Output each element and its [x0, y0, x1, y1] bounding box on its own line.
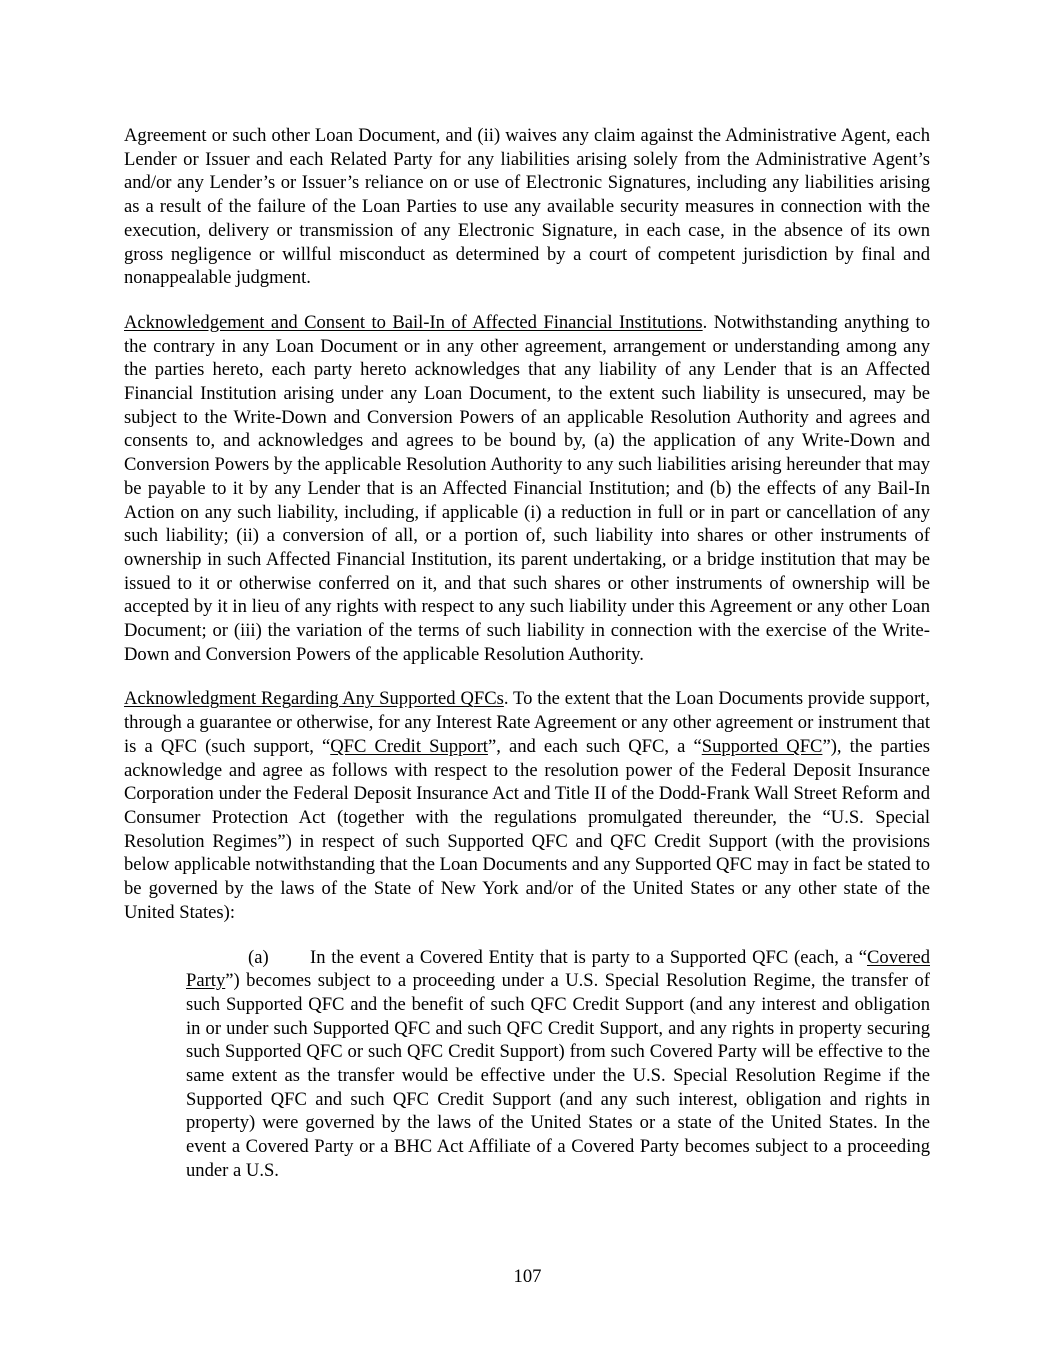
heading-punctuation: . [503, 688, 514, 710]
paragraph-electronic-signatures [124, 124, 930, 290]
paragraph-bail-in [124, 311, 930, 667]
paragraph-text: Agreement or such other Loan Document, and (ii) waives any claim against the Administrative Agent, each Lender or Issuer and each Related Party for any liabilities arising solely from the Administrative Agent’s and/or any Lender’s or Issuer’s reliance on or use of Electronic Signatures, including any liabilities arising as a result of the failure of the Loan Parties to use any available security measures in connection with the execution, delivery or transmission of any Electronic Signature, in each case, in the absence of its own gross negligence or willful misconduct as determined by a court of competent jurisdiction by final and nonappealable judgment. [124, 125, 930, 289]
paragraph-text: ”, and each such QFC, a “ [487, 735, 702, 757]
section-heading-bail-in: Acknowledgement and Consent to Bail-In of Affected Financial Institutions [124, 311, 703, 333]
heading-punctuation: . [702, 311, 714, 333]
defined-term-covered-party: Covered Party [186, 946, 930, 992]
paragraph-text: Notwithstanding anything to the contrary in any Loan Document or in any other agreement, arrangement or understanding among any the parties hereto, each party hereto acknowledges that any liability of any Lender that is an Affected Financial Institution arising under any Loan Document, to the extent such liability is unsecured, may be subject to the Write-Down and Conversion Powers of an applicable Resolution Authority and agrees and consents to, and acknowledges and agrees to be bound by, (a) the application of any Write-Down and Conversion Powers by the applicable Resolution Authority to any such liabilities arising hereunder that may be payable to it by any Lender that is an Affected Financial Institution; and (b) the effects of any Bail-In Action on any such liability, including, if applicable (i) a reduction in full or in part or cancellation of any such liability; (ii) a conversion of all, or a portion of, such liability into shares or other instruments of ownership in such Affected Financial Institution, its parent undertaking, or a bridge institution that may be issued to it or otherwise conferred on it, and that such shares or other instruments of ownership will be accepted by it in lieu of any rights with respect to any such liability under this Agreement or any other Loan Document; or (iii) the variation of the terms of such liability in connection with the exercise of the Write-Down and Conversion Powers of the applicable Resolution Authority. [124, 311, 930, 665]
subparagraph-label: (a) [248, 946, 269, 968]
defined-term-supported-qfc: Supported QFC [701, 735, 823, 757]
paragraph-text: In the event a Covered Entity that is party to a Supported QFC (each, a “ [310, 946, 867, 968]
section-heading-supported-qfcs: Acknowledgment Regarding Any Supported QFCs [124, 688, 504, 710]
paragraph-supported-qfcs [124, 687, 930, 924]
paragraph-text: ”) becomes subject to a proceeding under a U.S. Special Resolution Regime, the transfer of such Supported QFC and the benefit of such QFC Credit Support (and any interest and obligation in or under such Supported QFC and such QFC Credit Support, and any rights in property securing such Supported QFC or such QFC Credit Support) from such Covered Party will be effective to the same extent as the transfer would be effective under the U.S. Special Resolution Regime if the Supported QFC and such QFC Credit Support (and any such interest, obligation and rights in property) were governed by the laws of the United States or a state of the United States. In the event a Covered Party or a BHC Act Affiliate of a Covered Party becomes subject to a proceeding under a U.S. [186, 970, 930, 1181]
paragraph-text: ”), the parties acknowledge and agree as follows with respect to the resolution power of the Federal Deposit Insurance Corporation under the Federal Deposit Insurance Act and Title II of the Dodd-Frank Wall Street Reform and Consumer Protection Act (together with the regulations promulgated thereunder, the “U.S. Special Resolution Regimes”) in respect of such Supported QFC and QFC Credit Support (with the provisions below applicable notwithstanding that the Loan Documents and any Supported QFC may in fact be stated to be governed by the laws of the State of New York and/or of the United States or any other state of the United States): [124, 735, 930, 923]
paragraph-text: To the extent that the Loan Documents provide support, through a guarantee or otherwise, for any Interest Rate Agreement or any other agreement or instrument that is a QFC (such support, “ [124, 688, 930, 757]
page-number: 107 [513, 1266, 542, 1287]
subparagraph-a [186, 946, 930, 1183]
defined-term-qfc-credit-support: QFC Credit Support [330, 735, 488, 757]
document-page [124, 124, 930, 1183]
